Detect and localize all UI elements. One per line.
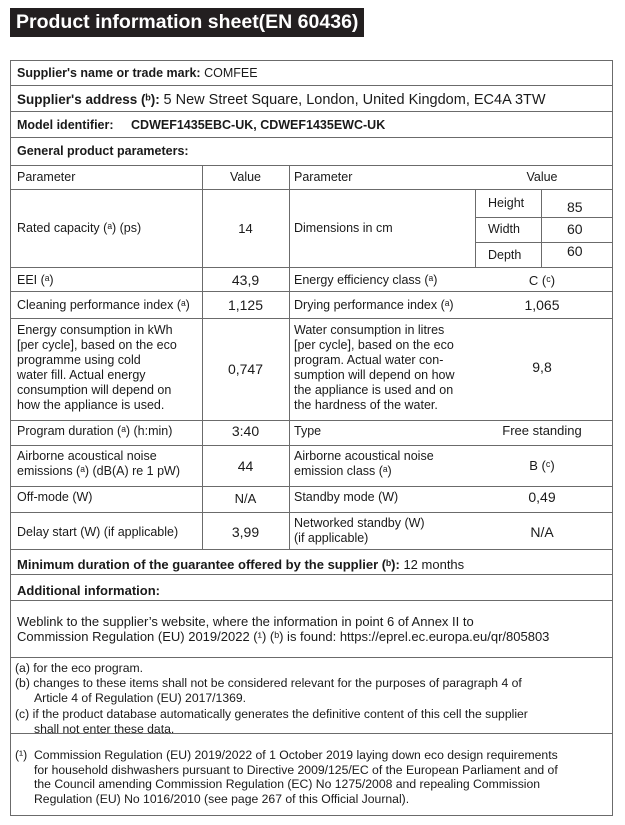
depth-label: Depth [488, 248, 522, 262]
supplier-name-value: COMFEE [204, 66, 258, 80]
cleaning-index-value: 1,125 [227, 297, 264, 313]
height-value: 85 [567, 199, 583, 215]
networked-standby-value: N/A [530, 524, 554, 540]
weblink-text: Weblink to the supplier’s website, where the information in point 6 of Annex II to Commission Regulation (EU) 2019/2022 (¹) (ᵇ) is found: https://eprel.ec.europa.eu/qr/805803 [17, 614, 550, 644]
off-mode-label: Off-mode (W) [17, 490, 93, 504]
type-value: Free standing [502, 423, 582, 438]
note-b: (b) changes to these items shall not be considered relevant for the purposes of paragraph 4 of [15, 676, 522, 690]
supplier-name-label: Supplier's name or trade mark: [17, 66, 201, 80]
water-consumption-label: Water consumption in litres [per cycle], based on the eco program. Actual water con- sumption will depend on how the appliance is used and on the hardness of the water. [294, 323, 455, 412]
energy-consumption-label: Energy consumption in kWh [per cycle], based on the eco programme using cold water fill. Actual energy consumption will depend on how the appliance is used. [17, 323, 177, 412]
noise-class-label: Airborne acoustical noise emission class (ᵃ) [294, 449, 434, 478]
energy-consumption-value: 0,747 [227, 361, 264, 377]
noise-class-value: B (ᶜ) [529, 458, 555, 473]
rated-capacity-label: Rated capacity (ᵃ) (ps) [17, 221, 142, 235]
col-header-parameter-2: Parameter [294, 170, 353, 184]
noise-emissions-label: Airborne acoustical noise emissions (ᵃ) (dB(A) re 1 pW) [17, 449, 181, 478]
general-parameters-heading: General product parameters: [17, 144, 189, 158]
supplier-name-row [17, 66, 258, 81]
footnote-1-text: Commission Regulation (EU) 2019/2022 of 1 October 2019 laying down eco design requirements for household dishwashers pursuant to Directive 2009/125/EC of the European Parliament and of the Council amending Commission Regulation (EC) No 1275/2008 and repealing Commission Regulation (EU) No 1016/2010 (see page 267 of this Official Journal). [34, 748, 558, 806]
networked-standby-label: Networked standby (W) (if applicable) [294, 516, 425, 545]
standby-value: 0,49 [528, 489, 556, 505]
supplier-address-row [17, 92, 546, 108]
additional-info-heading: Additional information: [17, 583, 160, 598]
energy-class-label: Energy efficiency class (ᵃ) [294, 273, 438, 287]
depth-value: 60 [567, 243, 583, 259]
width-label: Width [488, 222, 520, 236]
note-c: (c) if the product database automatically generates the definitive content of this cell the supplier [15, 707, 528, 721]
delay-start-label: Delay start (W) (if applicable) [17, 525, 179, 539]
supplier-address-label: Supplier's address (ᵇ): [17, 92, 160, 107]
height-label: Height [488, 196, 525, 210]
col-header-parameter: Parameter [17, 170, 76, 184]
off-mode-value: N/A [234, 491, 257, 506]
water-consumption-value: 9,8 [532, 359, 552, 375]
noise-emissions-value: 44 [237, 458, 254, 474]
model-identifier-row [17, 118, 385, 133]
col-header-value-2: Value [526, 170, 558, 184]
energy-class-value: C (ᶜ) [528, 273, 556, 288]
drying-index-label: Drying performance index (ᵃ) [294, 298, 454, 312]
type-label: Type [294, 424, 322, 438]
model-identifier-label: Model identifier: [17, 118, 114, 132]
guarantee-label: Minimum duration of the guarantee offered by the supplier (ᵇ): [17, 557, 400, 572]
dimensions-label: Dimensions in cm [294, 221, 393, 235]
note-a: (a) for the eco program. [15, 661, 144, 675]
note-b-continued: Article 4 of Regulation (EU) 2017/1369. [34, 691, 247, 705]
cleaning-index-label: Cleaning performance index (ᵃ) [17, 298, 190, 312]
rated-capacity-value: 14 [238, 221, 253, 236]
eei-value: 43,9 [231, 272, 260, 288]
col-header-value: Value [229, 170, 262, 184]
model-identifier-value: CDWEF1435EBC-UK, CDWEF1435EWC-UK [131, 118, 386, 132]
page-title: Product information sheet(EN 60436) [10, 8, 364, 37]
guarantee-row [17, 557, 464, 572]
program-duration-value: 3:40 [231, 423, 260, 439]
supplier-address-value: 5 New Street Square, London, United Kingdom, EC4A 3TW [163, 92, 546, 108]
footnote-1-marker: (¹) [15, 748, 28, 762]
drying-index-value: 1,065 [524, 297, 560, 313]
note-c-continued: shall not enter these data. [34, 722, 175, 736]
eei-label: EEI (ᵃ) [17, 273, 54, 287]
program-duration-label: Program duration (ᵃ) (h:min) [17, 424, 173, 438]
guarantee-value: 12 months [403, 557, 465, 572]
standby-label: Standby mode (W) [294, 490, 399, 504]
delay-start-value: 3,99 [231, 524, 260, 540]
width-value: 60 [567, 221, 583, 237]
